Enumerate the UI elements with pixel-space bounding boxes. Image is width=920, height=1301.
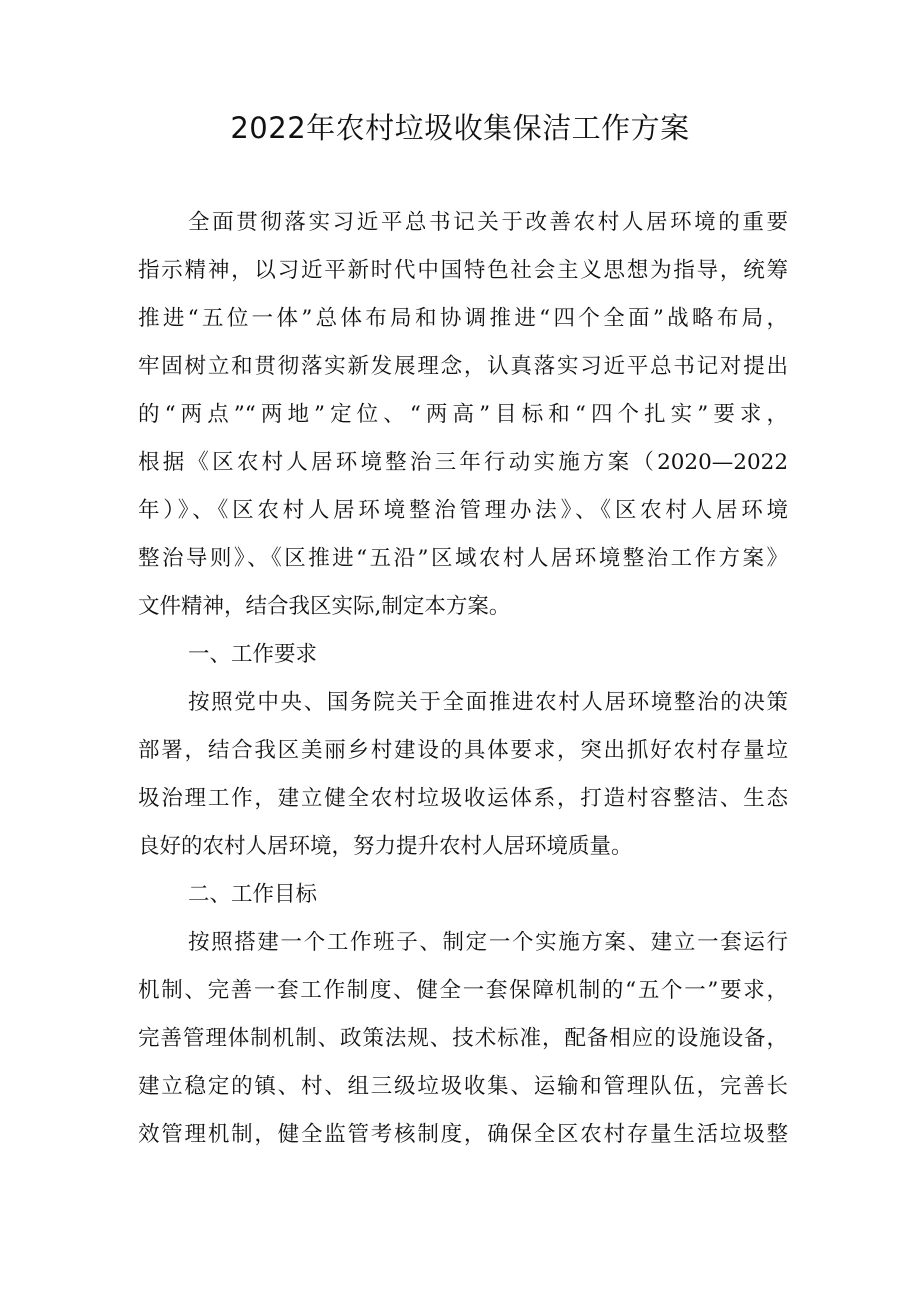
document-title: 2022年农村垃圾收集保洁工作方案 xyxy=(230,111,690,145)
paragraph-line: 指示精神，以习近平新时代中国特色社会主义思想为指导，统筹 xyxy=(138,258,788,283)
paragraph-line: 文件精神，结合我区实际,制定本方案。 xyxy=(138,594,511,619)
paragraph-line: 牢固树立和贯彻落实新发展理念，认真落实习近平总书记对提出 xyxy=(138,354,788,379)
paragraph-line: 推进“五位一体”总体布局和协调推进“四个全面”战略布局， xyxy=(138,306,788,331)
paragraph-line: 全面贯彻落实习近平总书记关于改善农村人居环境的重要 xyxy=(188,210,788,235)
paragraph-line: 根据《区农村人居环境整治三年行动实施方案（2020—2022 xyxy=(138,450,788,475)
section-heading: 一、工作要求 xyxy=(188,642,318,667)
paragraph-line: 完善管理体制机制、政策法规、技术标准，配备相应的设施设备， xyxy=(138,1026,788,1051)
paragraph-line: 良好的农村人居环境，努力提升农村人居环境质量。 xyxy=(138,834,633,859)
paragraph-line: 按照党中央、国务院关于全面推进农村人居环境整治的决策 xyxy=(188,690,788,715)
paragraph-line: 的“两点”“两地”定位、“两高”目标和“四个扎实”要求， xyxy=(138,402,788,427)
paragraph-line: 整治导则》、《区推进“五沿”区域农村人居环境整治工作方案》 xyxy=(138,546,788,571)
paragraph-line: 部署，结合我区美丽乡村建设的具体要求，突出抓好农村存量垃 xyxy=(138,738,788,763)
paragraph-line: 按照搭建一个工作班子、制定一个实施方案、建立一套运行 xyxy=(188,930,788,955)
section-heading: 二、工作目标 xyxy=(188,882,318,907)
paragraph-line: 年）》、《区农村人居环境整治管理办法》、《区农村人居环境 xyxy=(138,498,788,523)
paragraph-line: 机制、完善一套工作制度、健全一套保障机制的“五个一”要求， xyxy=(138,978,788,1003)
paragraph-line: 圾治理工作，建立健全农村垃圾收运体系，打造村容整洁、生态 xyxy=(138,786,788,811)
paragraph-line: 建立稳定的镇、村、组三级垃圾收集、运输和管理队伍，完善长 xyxy=(138,1074,788,1099)
paragraph-line: 效管理机制，健全监管考核制度，确保全区农村存量生活垃圾整 xyxy=(138,1122,788,1147)
